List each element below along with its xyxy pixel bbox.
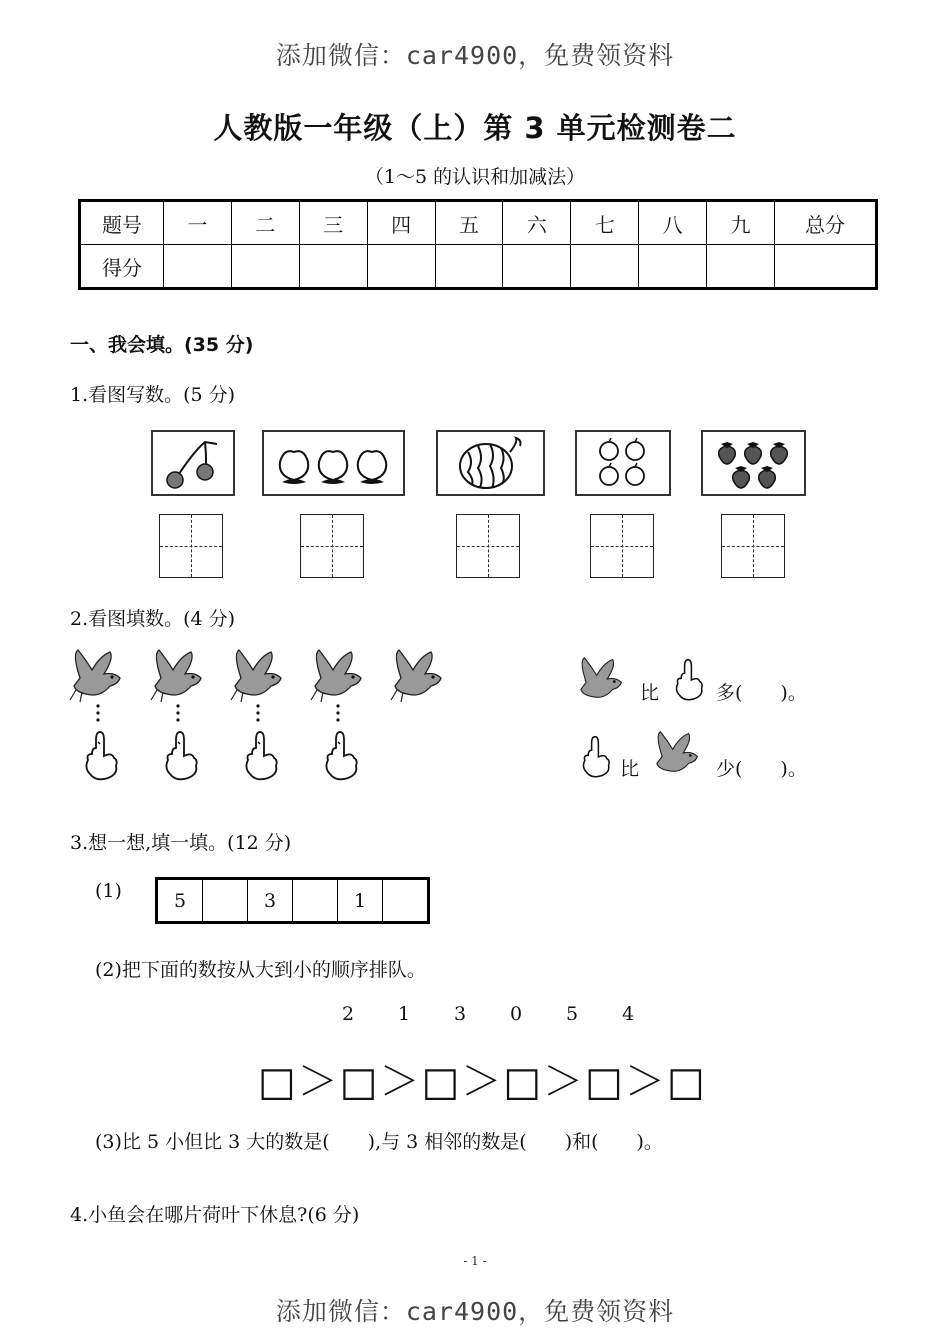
bird-icon bbox=[574, 656, 630, 700]
answer-less[interactable]: 少( )。 bbox=[716, 758, 807, 780]
finger-icon bbox=[246, 732, 276, 779]
score-cell[interactable] bbox=[503, 245, 571, 289]
strawberries-icon bbox=[701, 430, 806, 496]
score-header-cell: 八 bbox=[639, 201, 707, 245]
score-row-label: 得分 bbox=[80, 245, 164, 289]
score-header-cell: 七 bbox=[571, 201, 639, 245]
bird-icon bbox=[311, 650, 361, 702]
bird-icon bbox=[151, 650, 201, 702]
sequence-blank[interactable] bbox=[383, 879, 429, 923]
score-cell[interactable] bbox=[639, 245, 707, 289]
page-number: - 1 - bbox=[463, 1254, 487, 1268]
score-header-cell: 三 bbox=[299, 201, 367, 245]
number-item: 5 bbox=[565, 1003, 579, 1025]
answer-more[interactable]: 多( )。 bbox=[716, 682, 807, 704]
part-2-text: (2)把下面的数按从大到小的顺序排队。 bbox=[95, 959, 426, 981]
score-cell[interactable] bbox=[571, 245, 639, 289]
number-item: 1 bbox=[397, 1003, 411, 1025]
bird-icon bbox=[650, 730, 706, 774]
watermark-top: 添加微信：car4900，免费领资料 bbox=[275, 41, 675, 70]
score-header-row bbox=[80, 201, 877, 245]
score-header-cell: 二 bbox=[231, 201, 299, 245]
watermelon-icon bbox=[436, 430, 545, 496]
answer-grid[interactable] bbox=[300, 514, 364, 578]
score-table bbox=[78, 199, 878, 290]
finger-icon bbox=[668, 658, 708, 702]
score-header-cell: 五 bbox=[435, 201, 503, 245]
answer-grid[interactable] bbox=[159, 514, 223, 578]
number-item: 3 bbox=[453, 1003, 467, 1025]
score-cell[interactable] bbox=[231, 245, 299, 289]
score-header-cell: 一 bbox=[164, 201, 232, 245]
bird-icon bbox=[391, 650, 441, 702]
bird-icon bbox=[70, 650, 120, 702]
score-cell[interactable] bbox=[435, 245, 503, 289]
cherries-icon bbox=[151, 430, 235, 496]
question-4-title: 4.小鱼会在哪片荷叶下休息?(6 分) bbox=[70, 1204, 360, 1226]
number-list bbox=[320, 1003, 656, 1025]
page-subtitle: （1～5 的认识和加减法） bbox=[364, 166, 586, 188]
score-header-cell: 四 bbox=[367, 201, 435, 245]
peaches-icon bbox=[262, 430, 405, 496]
sequence-table bbox=[155, 877, 430, 924]
apples-icon bbox=[575, 430, 671, 496]
score-cell[interactable] bbox=[299, 245, 367, 289]
sequence-blank[interactable] bbox=[293, 879, 338, 923]
finger-icon bbox=[575, 735, 615, 779]
sequence-cell: 1 bbox=[338, 879, 383, 923]
number-item: 4 bbox=[621, 1003, 635, 1025]
page-title: 人教版一年级（上）第 3 单元检测卷二 bbox=[213, 111, 737, 145]
part-3-text: (3)比 5 小但比 3 大的数是( ),与 3 相邻的数是( )和( )。 bbox=[95, 1131, 663, 1153]
score-row-label: 题号 bbox=[80, 201, 164, 245]
sequence-cell: 5 bbox=[157, 879, 203, 923]
sequence-cell: 3 bbox=[248, 879, 293, 923]
watermark-bottom: 添加微信：car4900，免费领资料 bbox=[275, 1297, 675, 1326]
score-header-cell: 六 bbox=[503, 201, 571, 245]
section-heading: 一、我会填。(35 分) bbox=[70, 334, 254, 356]
number-item: 2 bbox=[341, 1003, 355, 1025]
answer-grid[interactable] bbox=[721, 514, 785, 578]
answer-grid[interactable] bbox=[456, 514, 520, 578]
finger-icon bbox=[86, 732, 116, 779]
score-cell[interactable] bbox=[164, 245, 232, 289]
sequence-blank[interactable] bbox=[203, 879, 248, 923]
score-header-cell: 九 bbox=[707, 201, 775, 245]
compare-word: 比 bbox=[620, 758, 640, 780]
question-3-title: 3.想一想,填一填。(12 分) bbox=[70, 832, 292, 854]
score-header-cell: 总分 bbox=[775, 201, 877, 245]
bird-icon bbox=[231, 650, 281, 702]
birds-fingers-figure bbox=[68, 648, 468, 784]
question-1-title: 1.看图写数。(5 分) bbox=[70, 384, 236, 406]
part-1-label: (1) bbox=[95, 880, 122, 902]
finger-icon bbox=[326, 732, 356, 779]
finger-icon bbox=[166, 732, 196, 779]
compare-boxes[interactable]: □＞□＞□＞□＞□＞□ bbox=[258, 1059, 707, 1105]
question-2-title: 2.看图填数。(4 分) bbox=[70, 608, 236, 630]
number-item: 0 bbox=[509, 1003, 523, 1025]
score-cell[interactable] bbox=[775, 245, 877, 289]
score-cell[interactable] bbox=[707, 245, 775, 289]
score-cell[interactable] bbox=[367, 245, 435, 289]
score-value-row bbox=[80, 245, 877, 289]
answer-grid[interactable] bbox=[590, 514, 654, 578]
compare-word: 比 bbox=[640, 682, 660, 704]
